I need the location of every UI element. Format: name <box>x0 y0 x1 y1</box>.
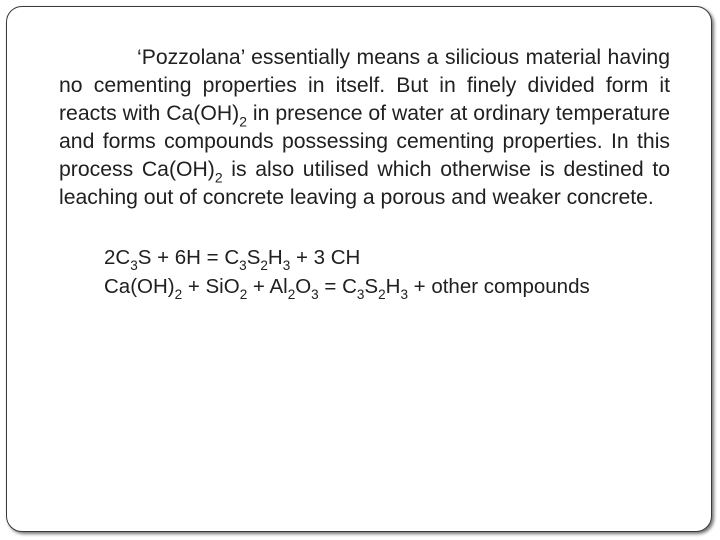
slide-content <box>59 44 670 213</box>
eq2-subscript: 2 <box>174 287 183 303</box>
eq2-subscript: 3 <box>356 287 365 303</box>
paragraph-subscript-2: 2 <box>214 169 223 186</box>
eq1-part: S <box>246 246 261 269</box>
eq2-part: + Al <box>247 275 288 298</box>
eq2-part: O <box>295 275 312 298</box>
pozzolana-paragraph <box>59 44 670 213</box>
eq1-subscript: 3 <box>282 258 291 274</box>
equation-hydration <box>104 243 590 272</box>
eq2-subscript: 2 <box>378 287 386 303</box>
eq1-part: + 3 CH <box>290 246 361 269</box>
eq1-part: S + 6H = C <box>137 246 240 269</box>
eq2-part: H <box>385 275 401 298</box>
eq1-part: H <box>267 246 283 269</box>
paragraph-subscript-1: 2 <box>239 113 247 130</box>
chemical-equations <box>104 243 590 301</box>
eq2-subscript: 3 <box>400 287 408 303</box>
eq2-part: = C <box>318 275 357 298</box>
eq2-part: S <box>364 275 379 298</box>
eq2-subscript: 2 <box>239 287 248 303</box>
paragraph-text-1: ‘Pozzolana’ essentially means a silicious material having no cementing properties in itself. But in finely divided form it reacts with Ca(OH) <box>59 46 670 126</box>
paragraph-text-2: in presence of water at ordinary temperature and forms compounds possessing cementing properties. In this process Ca(OH) <box>59 102 671 182</box>
eq2-subscript: 2 <box>287 287 296 303</box>
eq1-part: 2C <box>104 246 131 269</box>
eq2-part: + SiO <box>182 275 240 298</box>
equation-pozzolanic-reaction <box>104 272 590 301</box>
eq1-subscript: 2 <box>260 258 268 274</box>
eq2-part: + other compounds <box>407 275 590 298</box>
eq2-subscript: 3 <box>311 287 319 303</box>
paragraph-text-3: is also utilised which otherwise is destined to leaching out of concrete leaving a porous and weaker concrete. <box>59 158 670 210</box>
eq1-subscript: 3 <box>130 258 138 274</box>
eq2-part: Ca(OH) <box>104 275 175 298</box>
eq1-subscript: 3 <box>239 258 247 274</box>
